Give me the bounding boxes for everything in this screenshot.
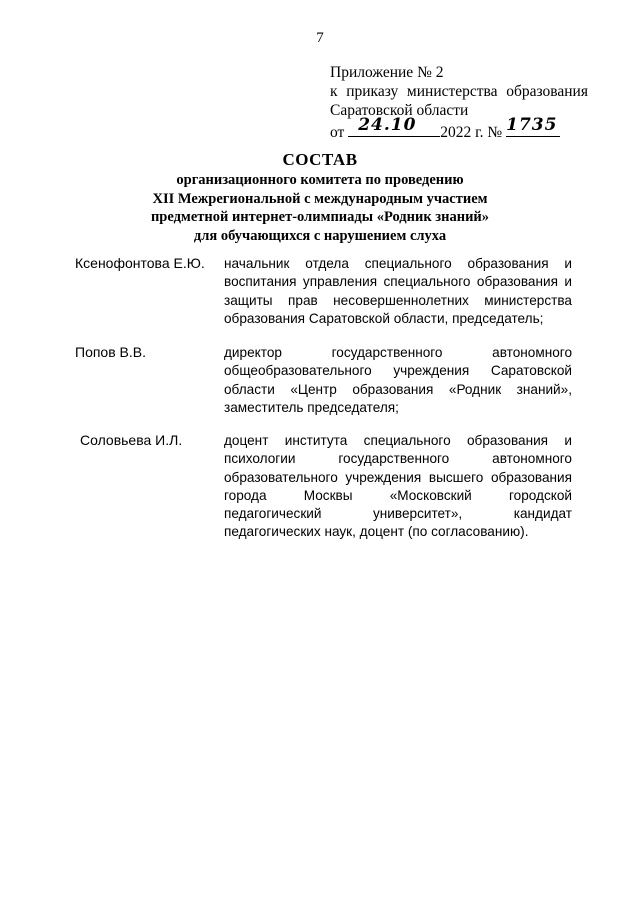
appendix-word-ministry: министерства xyxy=(406,83,498,100)
number-underline xyxy=(506,115,560,137)
appendix-block xyxy=(330,63,600,142)
member-name: Попов В.В. xyxy=(75,344,146,360)
appendix-year-number: 2022 г. № xyxy=(440,124,503,141)
member-description: начальник отдела специального образования и воспитания управления специального образования и защиты прав несовершеннолетних министерства образования Саратовской области, председатель; xyxy=(224,256,572,326)
handwritten-date: 24.10 xyxy=(358,115,417,135)
title-line-2: XII Межрегиональной с международным участием xyxy=(152,190,488,207)
title-main: СОСТАВ xyxy=(282,150,358,169)
appendix-order-line xyxy=(330,82,588,101)
title-line-3: предметной интернет-олимпиады «Родник знаний» xyxy=(150,209,490,225)
appendix-word-education: образования xyxy=(506,83,588,100)
appendix-prefix-ot: от xyxy=(330,124,345,141)
appendix-word-k: к xyxy=(330,83,338,100)
handwritten-number: 1735 xyxy=(506,115,558,135)
title-line-4: для обучающихся с нарушением слуха xyxy=(193,227,447,244)
member-description: доцент института специального образования и психологии государственного автономного образовательного учреждения высшего образования города Москвы «Московский городской педагогический университет», кандидат педагогических наук, доцент (по согласованию). xyxy=(224,433,572,540)
member-name: Соловьева И.Л. xyxy=(80,432,183,448)
document-title xyxy=(0,149,640,245)
appendix-word-order: приказу xyxy=(346,83,399,100)
member-name: Ксенофонтова Е.Ю. xyxy=(75,255,205,271)
appendix-title: Приложение № 2 xyxy=(330,64,444,81)
appendix-region: Саратовской области xyxy=(330,102,469,119)
date-underline xyxy=(348,115,440,137)
appendix-date-line xyxy=(330,115,600,142)
page-number: 7 xyxy=(316,30,324,46)
member-description: директор государственного автономного общеобразовательного учреждения Саратовской области «Центр образования «Родник знаний», заместитель председателя; xyxy=(224,345,572,415)
title-line-1: организационного комитета по проведению xyxy=(176,172,464,188)
